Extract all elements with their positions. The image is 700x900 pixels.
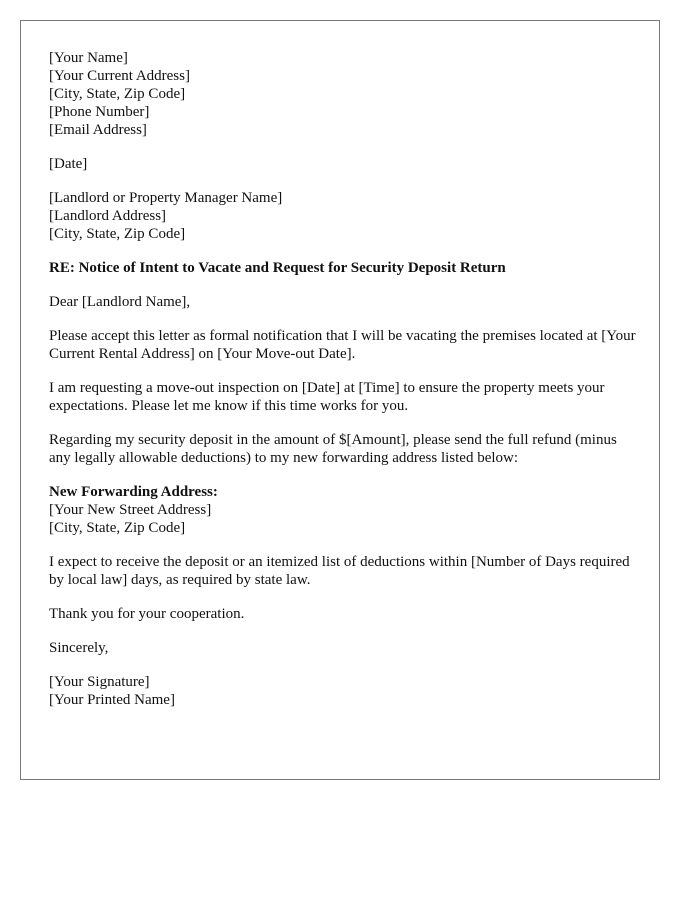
subject-line: RE: Notice of Intent to Vacate and Request for Security Deposit Return — [49, 260, 506, 276]
sender-block — [49, 49, 639, 139]
recipient-city-state-zip: [City, State, Zip Code] — [49, 226, 186, 242]
printed-name: [Your Printed Name] — [49, 692, 175, 708]
sender-city-state-zip: [City, State, Zip Code] — [49, 86, 186, 102]
recipient-name: [Landlord or Property Manager Name] — [49, 190, 283, 206]
closing-line: Sincerely, — [49, 640, 109, 656]
expectation-paragraph: I expect to receive the deposit or an itemized list of deductions within [Number of Days required by local law] days, as required by state law. — [49, 554, 630, 588]
sender-email: [Email Address] — [49, 122, 147, 138]
deposit-paragraph: Regarding my security deposit in the amount of $[Amount], please send the full refund (minus any legally allowable deductions) to my new forwarding address listed below: — [49, 432, 617, 466]
sender-address: [Your Current Address] — [49, 68, 190, 84]
signature-placeholder: [Your Signature] — [49, 674, 150, 690]
thanks-line: Thank you for your cooperation. — [49, 606, 245, 622]
salutation: Dear [Landlord Name], — [49, 294, 191, 310]
inspection-paragraph: I am requesting a move-out inspection on [Date] at [Time] to ensure the property meets your expectations. Please let me know if this time works for you. — [49, 380, 605, 414]
forwarding-address-heading: New Forwarding Address: — [49, 484, 218, 500]
forwarding-street: [Your New Street Address] — [49, 502, 212, 518]
recipient-address: [Landlord Address] — [49, 208, 167, 224]
letter-date: [Date] — [49, 156, 88, 172]
forwarding-city-state-zip: [City, State, Zip Code] — [49, 520, 186, 536]
letter-content — [49, 49, 639, 725]
forwarding-address-block — [49, 483, 639, 537]
notice-paragraph: Please accept this letter as formal notification that I will be vacating the premises located at [Your Current Rental Address] on [Your Move-out Date]. — [49, 328, 636, 362]
signature-block — [49, 673, 639, 709]
date-block — [49, 155, 639, 173]
letter-frame — [20, 20, 660, 780]
sender-phone: [Phone Number] — [49, 104, 150, 120]
recipient-block — [49, 189, 639, 243]
sender-name: [Your Name] — [49, 50, 128, 66]
